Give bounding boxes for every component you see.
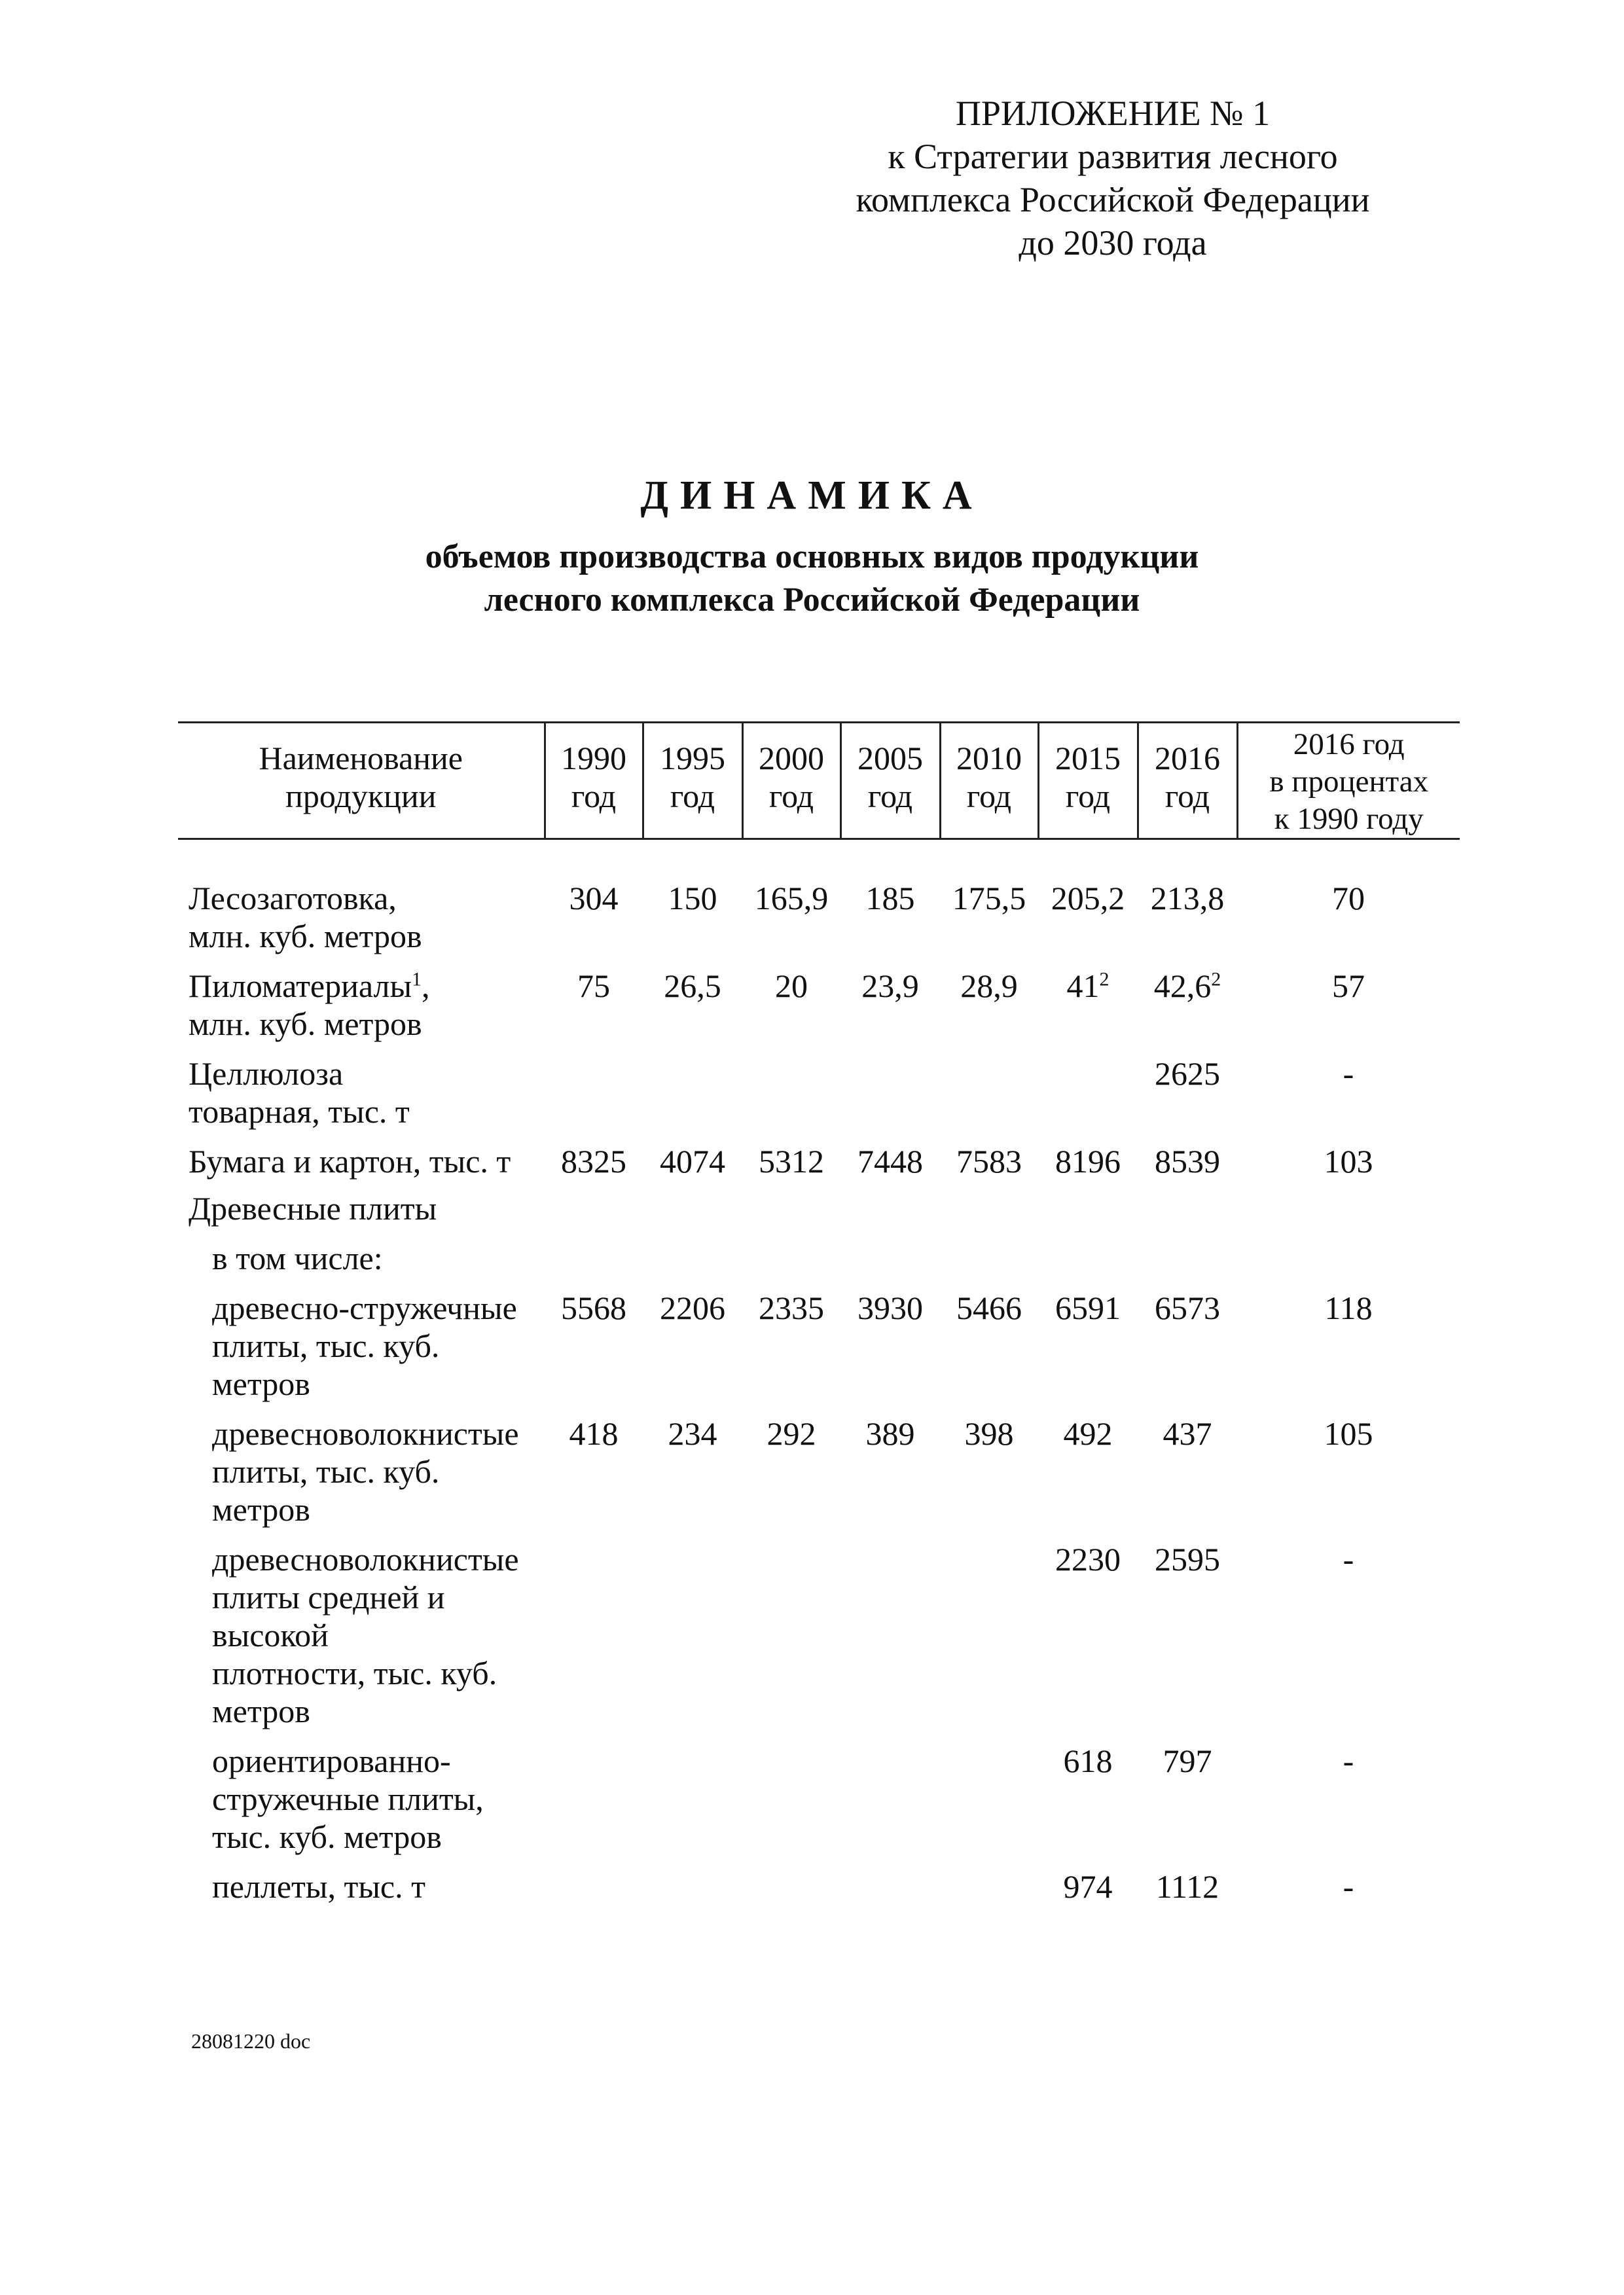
value-cell [1138,839,1237,967]
value-cell [940,1142,1038,1189]
value-text: 8325 [561,1143,626,1180]
column-header-percent [1237,723,1460,839]
value-cell [840,967,940,1055]
value-cell [840,1189,940,1239]
product-name-line: Бумага и картон, тыс. т [189,1143,511,1180]
value-text: 437 [1163,1415,1212,1452]
value-text: 4074 [660,1143,725,1180]
value-text: 618 [1063,1743,1113,1779]
value-text: 1112 [1155,1868,1219,1905]
value-text: 26,5 [664,967,721,1004]
value-cell [1038,1189,1138,1239]
value-cell [940,1742,1038,1868]
value-cell [1038,1289,1138,1415]
value-cell [1138,1742,1237,1868]
header-text: 2016 год [1293,727,1405,761]
value-cell [1038,1055,1138,1142]
value-cell [742,1189,840,1239]
document-title: ДИНАМИКА [640,473,984,518]
product-name-line: пеллеты, тыс. т [212,1868,425,1905]
header-year-word: год [670,778,715,814]
appendix-line: до 2030 года [1019,223,1207,262]
value-cell [1038,1142,1138,1189]
value-text: 234 [668,1415,717,1452]
value-text: 492 [1063,1415,1113,1452]
value-cell [643,839,742,967]
value-text: 797 [1163,1743,1212,1779]
column-header-year [545,723,643,839]
value-cell [643,1142,742,1189]
product-name-line: Лесозаготовка, [189,880,397,916]
product-name-line: метров [212,1693,310,1729]
value-cell [643,1055,742,1142]
value-cell [643,1239,742,1289]
product-name-cell [178,1189,545,1239]
percent-cell: 70 [1332,880,1365,916]
product-name-cell [178,967,545,1055]
value-cell [545,967,643,1055]
header-text: в процентах [1269,765,1429,799]
percent-cell: 118 [1324,1290,1373,1326]
column-header-year [940,723,1038,839]
value-cell [1138,1055,1237,1142]
value-cell [545,1415,643,1540]
document-code: 28081220 doc [191,2029,311,2053]
value-cell [1138,1540,1237,1742]
header-year-word: год [571,778,617,814]
value-cell [1138,1239,1237,1289]
value-cell [643,967,742,1055]
value-cell [643,1742,742,1868]
value-cell [840,839,940,967]
header-year: 2000 [759,740,824,776]
value-text: 389 [865,1415,915,1452]
value-text: 175,5 [952,880,1026,916]
production-table-wrapper [178,721,1460,1917]
value-cell [940,1415,1038,1540]
header-year: 2005 [857,740,923,776]
value-cell [742,1540,840,1742]
column-header-name [178,723,545,839]
percent-cell: 57 [1332,967,1365,1004]
product-name-cell [178,1868,545,1917]
value-text: 292 [767,1415,816,1452]
table-row [178,1868,1460,1917]
table-row [178,1142,1460,1189]
value-cell [840,1055,940,1142]
value-cell [840,1415,940,1540]
value-text: 2206 [660,1290,725,1326]
header-text: продукции [285,778,437,814]
value-text: 6573 [1155,1290,1220,1326]
value-cell [545,1189,643,1239]
value-text: 8196 [1055,1143,1121,1180]
value-cell [940,1189,1038,1239]
value-text: 165,9 [754,880,829,916]
appendix-title: ПРИЛОЖЕНИЕ № 1 [955,94,1271,133]
header-text: Наименование [259,740,463,776]
subtitle-line: лесного комплекса Российской Федерации [484,581,1140,619]
table-row [178,1415,1460,1540]
value-cell [545,1540,643,1742]
value-cell [1038,1868,1138,1917]
value-cell [742,1055,840,1142]
document-subtitle [0,535,1624,622]
percent-cell: 105 [1324,1415,1373,1452]
product-name-line: млн. куб. метров [189,1005,422,1042]
value-text: 185 [865,880,915,916]
value-cell [940,1289,1038,1415]
product-name-cell [178,1415,545,1540]
value-cell [545,1142,643,1189]
product-name-line: стружечные плиты, [212,1780,484,1817]
comma: , [422,967,430,1004]
product-name-cell [178,1742,545,1868]
value-cell [742,1868,840,1917]
value-text: 42,6 [1153,967,1212,1004]
value-cell [1038,1415,1138,1540]
value-text: 2230 [1055,1541,1121,1578]
percent-cell: - [1343,1868,1354,1905]
value-cell [643,1415,742,1540]
value-text: 28,9 [960,967,1018,1004]
product-name-line: ориентированно- [212,1743,451,1779]
table-header-row [178,723,1460,839]
product-name-line: млн. куб. метров [189,918,422,954]
product-name-line: плиты, тыс. куб. [212,1328,440,1364]
value-text: 205,2 [1051,880,1125,916]
value-cell [742,967,840,1055]
header-year-word: год [867,778,913,814]
value-text: 75 [577,967,610,1004]
value-cell [1138,967,1237,1055]
header-year: 2015 [1055,740,1121,776]
table-row [178,967,1460,1055]
value-cell [1138,1868,1237,1917]
value-text: 8539 [1155,1143,1220,1180]
value-cell [742,839,840,967]
value-text: 5568 [561,1290,626,1326]
product-name-line: высокой [212,1617,329,1653]
footnote-marker: 2 [1211,968,1221,990]
value-cell [1038,1239,1138,1289]
value-cell [840,1289,940,1415]
value-cell [545,1055,643,1142]
value-cell [1138,1142,1237,1189]
value-text: 7583 [956,1143,1022,1180]
header-year: 1990 [561,740,626,776]
value-cell [1138,1415,1237,1540]
value-cell [643,1540,742,1742]
table-row [178,1189,1460,1239]
value-text: 2595 [1155,1541,1220,1578]
header-year-word: год [1065,778,1111,814]
value-cell [643,1289,742,1415]
table-row [178,1289,1460,1415]
product-name-line: тыс. куб. метров [212,1818,442,1855]
value-text: 2335 [759,1290,824,1326]
product-name-line: в том числе: [212,1240,383,1276]
product-name-cell [178,1142,545,1189]
value-cell [940,1868,1038,1917]
product-name-line: Древесные плиты [189,1190,437,1227]
value-cell [840,1868,940,1917]
header-year: 1995 [660,740,725,776]
value-text: 974 [1063,1868,1113,1905]
value-cell [940,1055,1038,1142]
value-cell [643,1868,742,1917]
value-text: 2625 [1155,1055,1220,1092]
table-body [178,839,1460,1918]
value-text: 41 [1066,967,1100,1004]
product-name-cell [178,1055,545,1142]
value-text: 20 [775,967,808,1004]
value-text: 23,9 [861,967,919,1004]
column-header-year [1138,723,1237,839]
value-text: 5312 [759,1143,824,1180]
product-name-line: плотности, тыс. куб. [212,1655,497,1691]
value-text: 304 [569,880,619,916]
value-text: 213,8 [1150,880,1225,916]
value-cell [1038,1742,1138,1868]
product-name-line: товарная, тыс. т [189,1093,410,1130]
table-row [178,1540,1460,1742]
value-text: 7448 [857,1143,923,1180]
value-cell [545,1239,643,1289]
table-row [178,1239,1460,1289]
production-table [178,721,1460,1917]
column-header-year [1038,723,1138,839]
product-name-line-wrap [189,967,542,1005]
subtitle-line: объемов производства основных видов продукции [425,538,1199,575]
value-text: 150 [668,880,717,916]
percent-cell [1237,1189,1460,1239]
header-year-word: год [1164,778,1210,814]
product-name-line: древесноволокнистые [212,1415,519,1452]
percent-cell: 103 [1324,1143,1373,1180]
value-cell [1038,1540,1138,1742]
value-cell [643,1189,742,1239]
footnote-marker: 1 [412,968,422,990]
value-cell [840,1142,940,1189]
value-cell [940,1540,1038,1742]
column-header-year [840,723,940,839]
value-text: 5466 [956,1290,1022,1326]
product-name-cell [178,1289,545,1415]
value-text: 6591 [1055,1290,1121,1326]
value-cell [742,1415,840,1540]
header-year: 2016 [1155,740,1220,776]
header-year-word: год [768,778,814,814]
value-cell [840,1540,940,1742]
product-name-line: древесно-стружечные [212,1290,517,1326]
product-name-cell [178,1540,545,1742]
product-name-cell [178,839,545,967]
value-cell [545,1742,643,1868]
value-cell [1038,967,1138,1055]
percent-cell: - [1343,1055,1354,1092]
value-text: 418 [569,1415,619,1452]
value-cell [1138,1189,1237,1239]
value-cell [1138,1289,1237,1415]
appendix-line: комплекса Российской Федерации [856,180,1370,219]
value-cell [940,839,1038,967]
column-header-year [742,723,840,839]
product-name-cell [178,1239,545,1289]
percent-cell: - [1343,1541,1354,1578]
percent-cell [1237,1239,1460,1289]
value-text: 398 [964,1415,1014,1452]
value-cell [742,1239,840,1289]
value-cell [545,1868,643,1917]
table-row [178,1055,1460,1142]
value-cell [940,967,1038,1055]
value-cell [742,1142,840,1189]
percent-cell: - [1343,1743,1354,1779]
value-text: 3930 [857,1290,923,1326]
value-cell [940,1239,1038,1289]
product-name-line: метров [212,1491,310,1528]
value-cell [742,1289,840,1415]
value-cell [840,1742,940,1868]
product-name-line: Целлюлоза [189,1055,344,1092]
table-row [178,839,1460,967]
product-name-line: древесноволокнистые [212,1541,519,1578]
footnote-marker: 2 [1099,968,1110,990]
header-year: 2010 [956,740,1022,776]
product-name-line: плиты средней и [212,1579,445,1616]
appendix-block [785,92,1440,264]
product-name-line: Пиломатериалы [189,967,412,1004]
value-cell [840,1239,940,1289]
value-cell [742,1742,840,1868]
column-header-year [643,723,742,839]
header-year-word: год [966,778,1012,814]
product-name-line: плиты, тыс. куб. [212,1453,440,1490]
value-cell [545,1289,643,1415]
value-cell [1038,839,1138,967]
table-row [178,1742,1460,1868]
header-text: к 1990 году [1274,802,1424,836]
product-name-line: метров [212,1365,310,1402]
appendix-line: к Стратегии развития лесного [888,137,1338,176]
value-cell [545,839,643,967]
